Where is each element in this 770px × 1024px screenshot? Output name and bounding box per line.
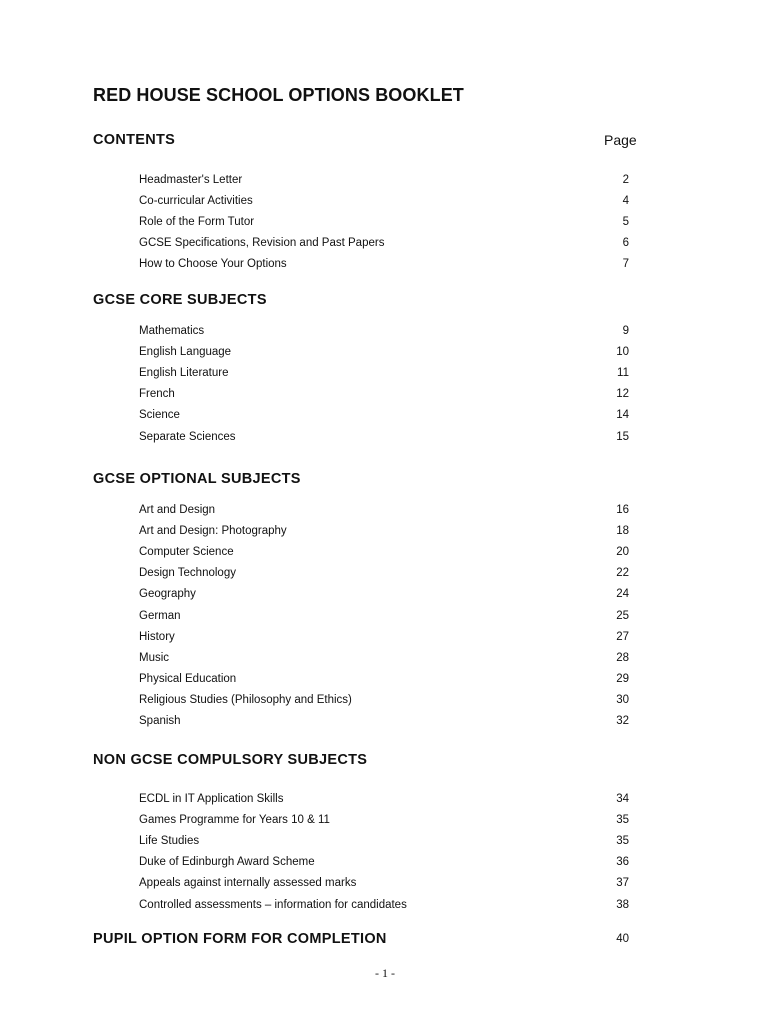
toc-entry-label: Headmaster's Letter	[139, 173, 243, 186]
toc-entry-page: 6	[622, 237, 629, 250]
toc-entry-label: Duke of Edinburgh Award Scheme	[139, 856, 315, 869]
toc-entry-page: 14	[616, 409, 629, 422]
toc-entry-page: 12	[616, 388, 629, 401]
page-column-label: Page	[604, 132, 637, 148]
toc-entry-label: Art and Design: Photography	[139, 524, 287, 537]
toc-entry-page: 35	[616, 834, 629, 847]
toc-entry-page: 32	[616, 715, 629, 728]
toc-entry	[139, 647, 629, 668]
toc-entry	[139, 830, 629, 851]
toc-entry	[139, 384, 629, 405]
toc-entry-page: 38	[616, 898, 629, 911]
toc-entry	[139, 190, 629, 211]
toc-entry-label: Games Programme for Years 10 & 11	[139, 813, 330, 826]
toc-entry	[139, 341, 629, 362]
toc-entry-label: ECDL in IT Application Skills	[139, 792, 284, 805]
toc-entry	[139, 788, 629, 809]
toc-entry-label: GCSE Specifications, Revision and Past Papers	[139, 237, 385, 250]
optional-subjects-heading: GCSE OPTIONAL SUBJECTS	[93, 471, 301, 487]
toc-entry	[139, 626, 629, 647]
toc-entry	[139, 233, 629, 254]
toc-entry-label: Life Studies	[139, 834, 200, 847]
toc-entry-page: 5	[622, 215, 629, 228]
toc-entry-label: History	[139, 630, 175, 643]
toc-entry-page: 18	[616, 524, 629, 537]
toc-entry-page: 4	[622, 194, 629, 207]
toc-entry	[139, 711, 629, 732]
toc-entry-label: Appeals against internally assessed marks	[139, 877, 357, 890]
non-gcse-heading: NON GCSE COMPULSORY SUBJECTS	[93, 752, 368, 768]
non-gcse-list	[139, 788, 629, 915]
toc-entry-page: 22	[616, 567, 629, 580]
toc-entry	[139, 690, 629, 711]
toc-entry	[139, 809, 629, 830]
toc-entry	[139, 320, 629, 341]
toc-entry	[139, 254, 629, 275]
toc-entry	[139, 852, 629, 873]
toc-entry-page: 37	[616, 877, 629, 890]
toc-entry-page: 29	[616, 673, 629, 686]
toc-entry-label: Controlled assessments – information for candidates	[139, 898, 407, 911]
toc-entry	[139, 405, 629, 426]
toc-entry	[139, 499, 629, 520]
core-subjects-list	[139, 320, 629, 447]
contents-list	[139, 169, 629, 275]
toc-entry	[139, 520, 629, 541]
pupil-option-form-page: 40	[616, 933, 629, 945]
toc-entry-label: French	[139, 388, 175, 401]
toc-entry-label: Spanish	[139, 715, 181, 728]
document-title: RED HOUSE SCHOOL OPTIONS BOOKLET	[93, 85, 464, 105]
toc-entry-label: Design Technology	[139, 567, 236, 580]
toc-entry-page: 7	[622, 258, 629, 271]
toc-entry-label: English Literature	[139, 366, 229, 379]
toc-entry	[139, 426, 629, 447]
toc-entry	[139, 563, 629, 584]
toc-entry-label: Role of the Form Tutor	[139, 215, 255, 228]
pupil-option-form-heading: PUPIL OPTION FORM FOR COMPLETION	[93, 931, 387, 947]
toc-entry-label: Mathematics	[139, 324, 205, 337]
toc-entry-label: Separate Sciences	[139, 430, 236, 443]
toc-entry	[139, 541, 629, 562]
toc-entry-label: Religious Studies (Philosophy and Ethics)	[139, 694, 352, 707]
toc-entry-page: 34	[616, 792, 629, 805]
toc-entry	[139, 669, 629, 690]
toc-entry	[139, 873, 629, 894]
toc-entry-page: 11	[617, 366, 629, 379]
toc-entry-page: 35	[616, 813, 629, 826]
toc-entry-label: Geography	[139, 588, 196, 601]
toc-entry-label: How to Choose Your Options	[139, 258, 287, 271]
toc-entry-label: Art and Design	[139, 503, 216, 516]
toc-entry-label: Physical Education	[139, 673, 237, 686]
toc-entry-label: Co-curricular Activities	[139, 194, 253, 207]
toc-entry-page: 20	[616, 545, 629, 558]
toc-entry-page: 36	[616, 856, 629, 869]
toc-entry-page: 24	[616, 588, 629, 601]
toc-entry-page: 25	[616, 609, 629, 622]
toc-entry-label: Science	[139, 409, 180, 422]
toc-entry-page: 15	[616, 430, 629, 443]
toc-entry-page: 10	[616, 345, 629, 358]
contents-heading: CONTENTS	[93, 132, 176, 148]
toc-entry-label: Music	[139, 651, 170, 664]
toc-entry-page: 28	[616, 651, 629, 664]
toc-entry	[139, 605, 629, 626]
toc-entry	[139, 584, 629, 605]
toc-entry-page: 9	[622, 324, 629, 337]
toc-entry-page: 30	[616, 694, 629, 707]
toc-entry-page: 16	[616, 503, 629, 516]
page-number-footer: - 1 -	[375, 966, 395, 980]
toc-entry-page: 27	[616, 630, 629, 643]
toc-entry	[139, 169, 629, 190]
toc-entry-label: Computer Science	[139, 545, 234, 558]
core-subjects-heading: GCSE CORE SUBJECTS	[93, 292, 267, 308]
pupil-option-form-row	[93, 931, 629, 947]
toc-entry	[139, 362, 629, 383]
toc-entry-page: 2	[622, 173, 629, 186]
toc-entry	[139, 211, 629, 232]
toc-entry	[139, 894, 629, 915]
optional-subjects-list	[139, 499, 629, 732]
toc-entry-label: German	[139, 609, 181, 622]
toc-entry-label: English Language	[139, 345, 232, 358]
